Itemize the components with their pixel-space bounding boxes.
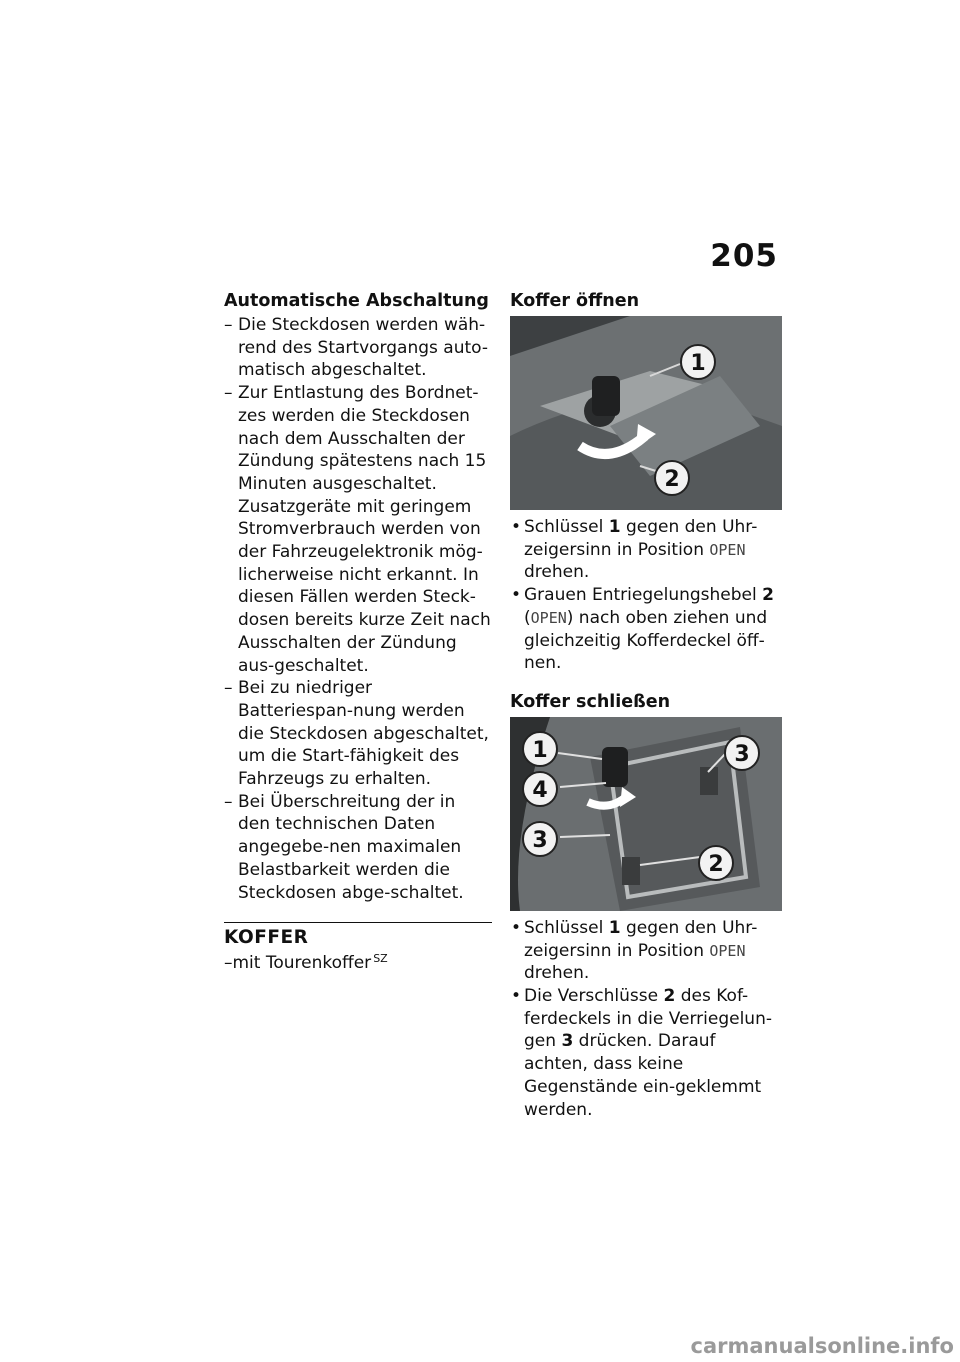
list-item: • Schlüssel 1 gegen den Uhr-zeigersinn in Position OPEN drehen. bbox=[510, 917, 782, 985]
case-close-photo bbox=[510, 717, 782, 911]
tour-case-note: –mit Tourenkoffer $^{SZ}$ bbox=[224, 952, 388, 974]
watermark: carmanualsonline.info bbox=[690, 1334, 954, 1358]
callout-label: 1 bbox=[532, 737, 548, 763]
list-item: – Die Steckdosen werden wäh-rend des Startvorgangs auto-matisch abgeschaltet. bbox=[224, 314, 492, 382]
list-item: • Die Verschlüsse 2 des Kof-ferdeckels in die Verriegelun-gen 3 drücken. Darauf achten, dass keine Gegenstände ein-geklemmt werden. bbox=[510, 985, 782, 1121]
page-number: 205 bbox=[710, 238, 778, 274]
callout-label: 3 bbox=[532, 827, 548, 853]
case-open-photo bbox=[510, 316, 782, 510]
tour-case-text: mit Tourenkoffer bbox=[232, 953, 372, 974]
callout-label: 4 bbox=[532, 777, 548, 803]
list-item: – Zur Entlastung des Bordnet-zes werden die Steckdosen nach dem Ausschalten der Zündung spätestens nach 15 Minuten ausgeschaltet. Zusatzgeräte mit geringem Stromverbrauch werden von der Fahrzeugelektronik mög-licherweise nicht erkannt. In diesen Fällen werden Steck-dosen bereits kurze Zeit nach Ausschalten der Zündung aus-geschaltet. bbox=[224, 382, 492, 677]
close-case-heading: Koffer schließen bbox=[510, 691, 671, 712]
close-steps bbox=[510, 917, 782, 1121]
callout-label: 1 bbox=[690, 351, 706, 376]
list-item: • Schlüssel 1 gegen den Uhr-zeigersinn in Position OPEN drehen. bbox=[510, 516, 782, 584]
shutoff-list bbox=[224, 314, 492, 904]
list-item: – Bei zu niedriger Batteriespan-nung werden die Steckdosen abgeschaltet, um die Start-fähigkeit des Fahrzeugs zu erhalten. bbox=[224, 677, 492, 791]
tour-case-superscript: SZ bbox=[373, 952, 388, 966]
open-case-heading: Koffer öffnen bbox=[510, 291, 640, 311]
open-steps bbox=[510, 516, 782, 675]
left-column bbox=[224, 290, 492, 975]
list-item: – Bei Überschreitung der in den technischen Daten angegebe-nen maximalen Belastbarkeit werden die Steckdosen abge-schaltet. bbox=[224, 791, 492, 905]
callout-label: 2 bbox=[708, 851, 724, 877]
right-column bbox=[510, 290, 782, 1121]
list-item: • Grauen Entriegelungshebel 2 (OPEN) nach oben ziehen und gleichzeitig Kofferdeckel öff-nen. bbox=[510, 584, 782, 675]
section-title-koffer: KOFFER bbox=[224, 922, 492, 948]
automatic-shutoff-heading: Automatische Abschaltung bbox=[224, 291, 489, 311]
callout-label: 2 bbox=[664, 467, 680, 492]
callout-label: 3 bbox=[734, 741, 750, 767]
